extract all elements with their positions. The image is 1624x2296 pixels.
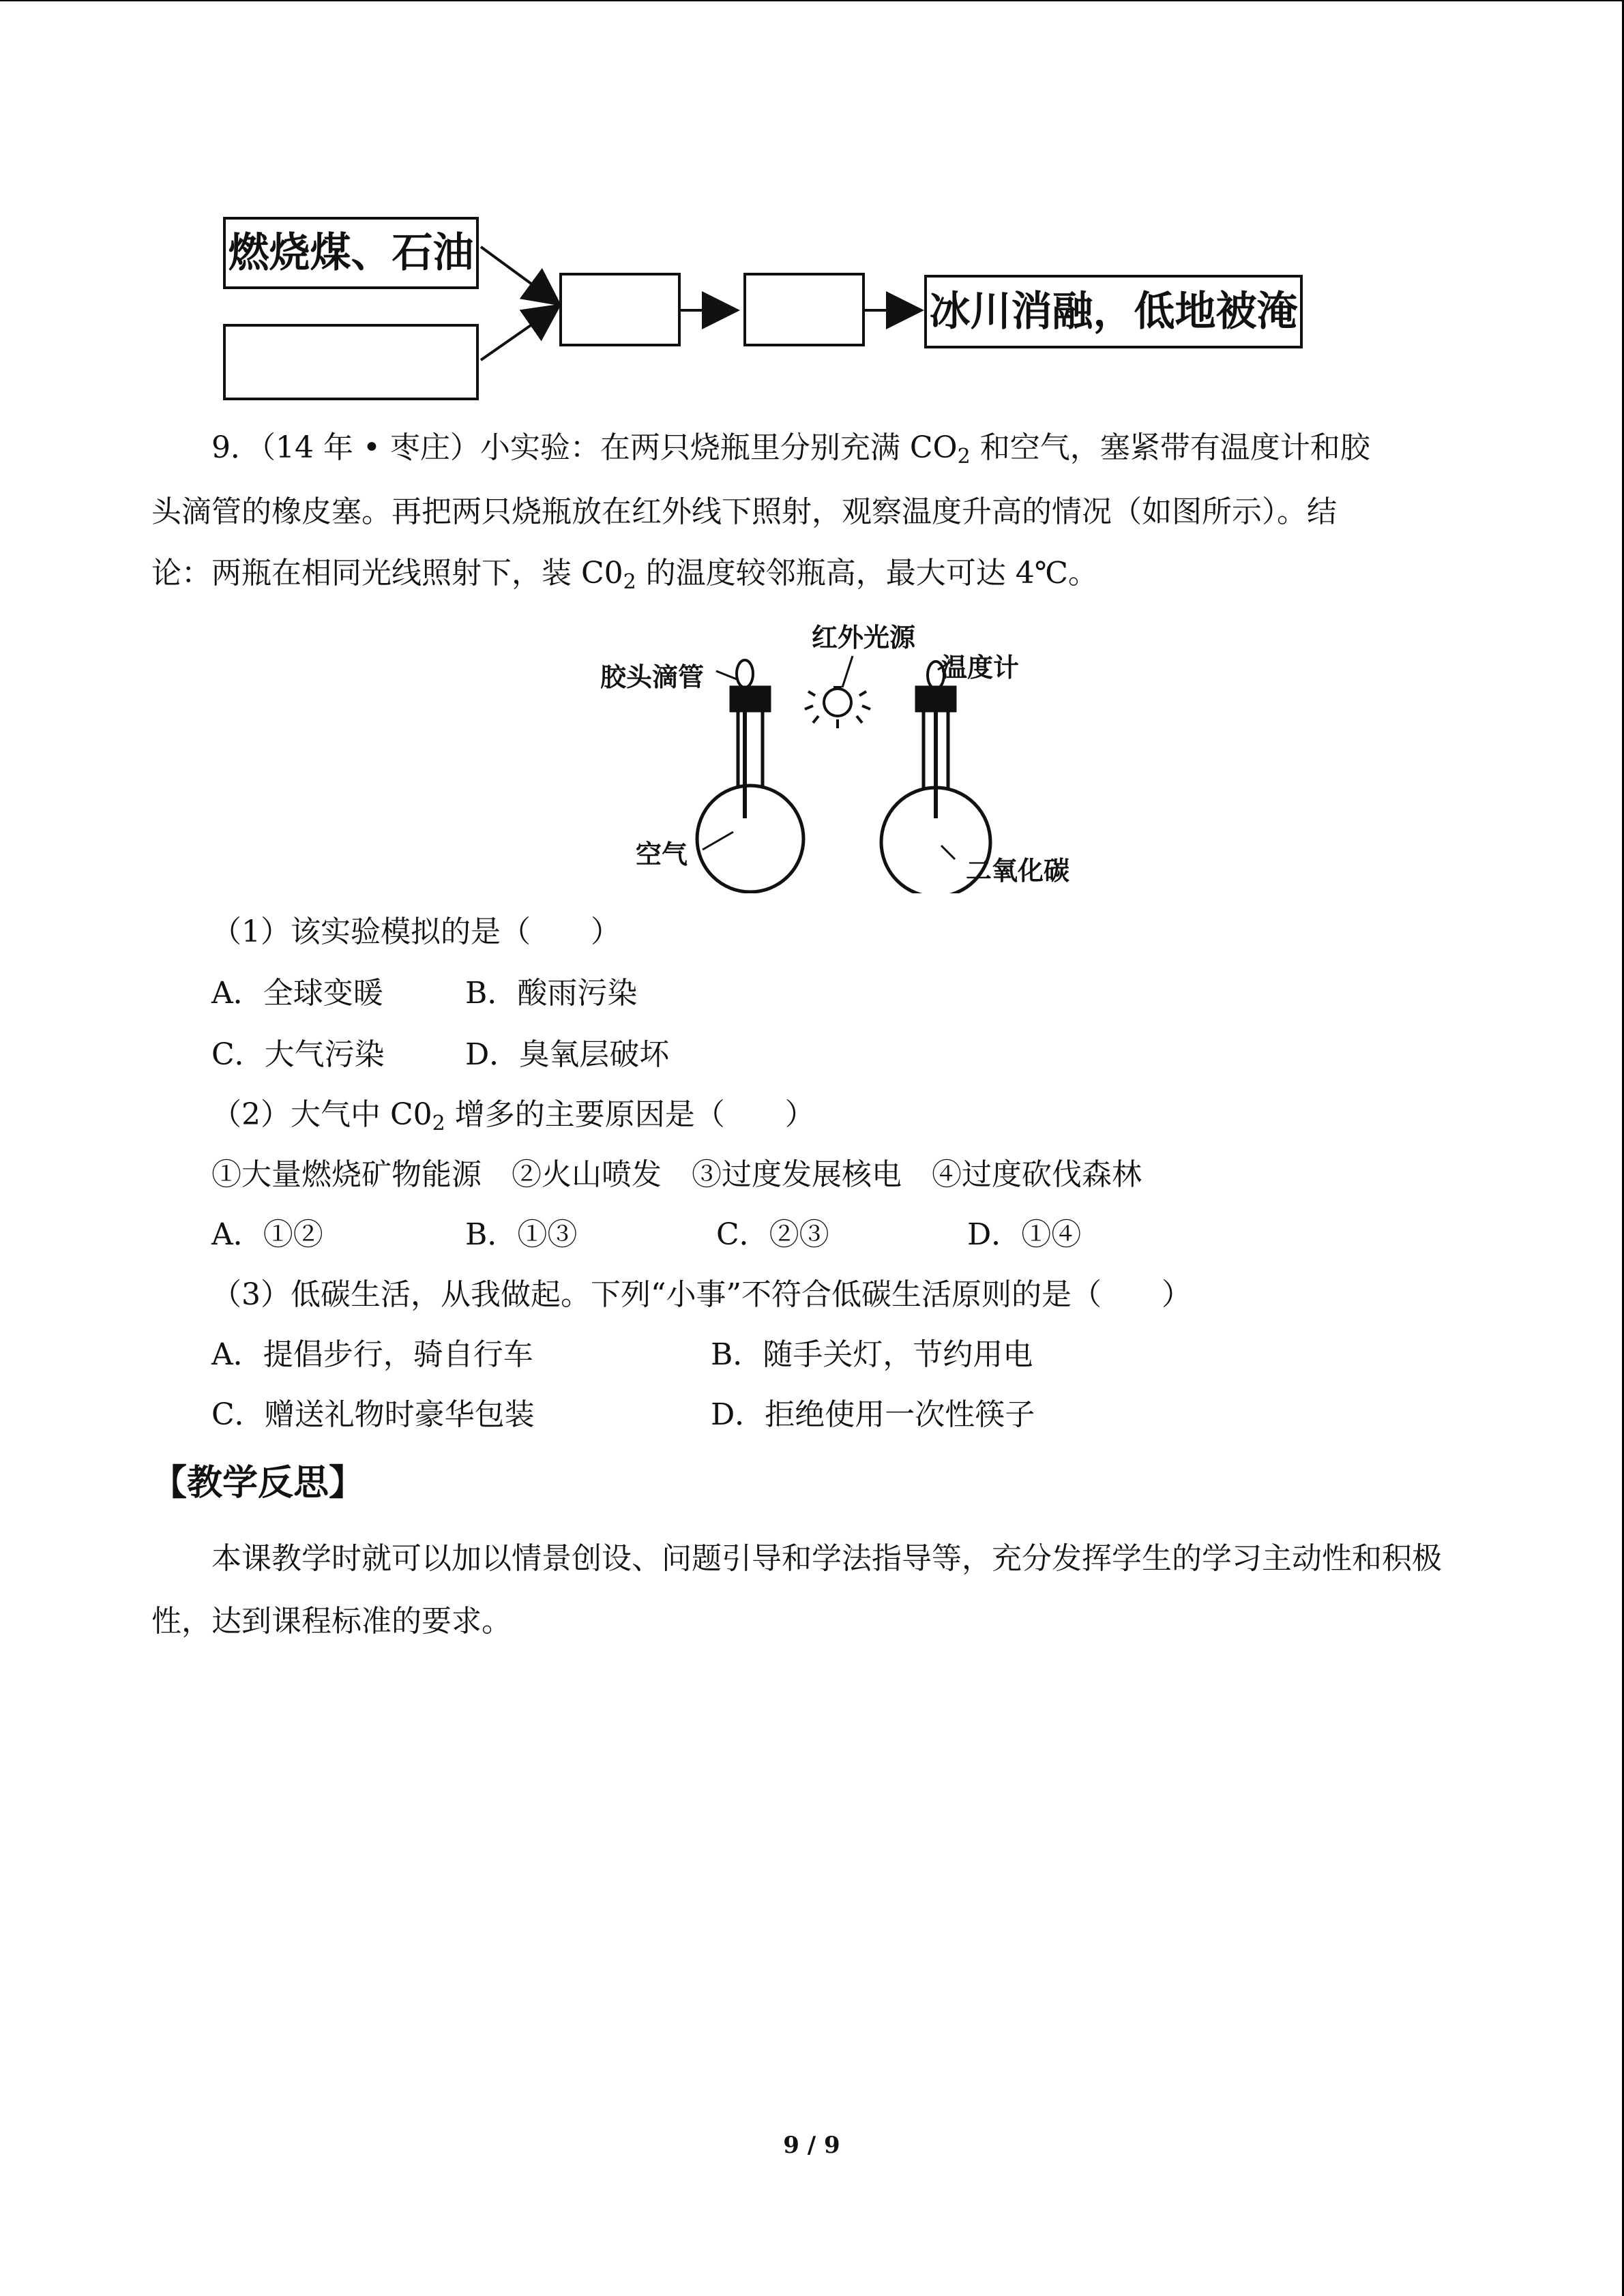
q3-stem: （3）低碳生活，从我做起。下列“小事”不符合低碳生活原则的是（ ）: [211, 1277, 1192, 1312]
q1-stem: （1）该实验模拟的是（ ）: [211, 914, 621, 949]
q2-stem-text-end: 增多的主要原因是（ ）: [445, 1097, 815, 1132]
label-infrared-light: 红外光源: [812, 623, 916, 653]
section-heading-reflection: 【教学反思】: [151, 1463, 365, 1504]
flow-box-blank-3: [559, 273, 681, 346]
q1-option-b: B．酸雨污染: [465, 976, 638, 1011]
label-air: 空气: [636, 839, 688, 869]
q2-option-c: C．②③: [716, 1217, 829, 1252]
arrow-2-to-3: [481, 307, 557, 360]
page-border-top: [0, 0, 1624, 1]
subscript: 2: [623, 570, 636, 594]
q1-option-d: D．臭氧层破坏: [465, 1037, 670, 1072]
label-thermometer: 温度计: [941, 653, 1020, 683]
q1-option-c: C．大气污染: [211, 1037, 385, 1072]
flow-box-glacier-melting: 冰川消融，低地被淹: [924, 275, 1303, 348]
q3-option-c: C．赠送礼物时豪华包装: [211, 1397, 535, 1432]
q9-line-3-text: 论：两瓶在相同光线照射下，装 C0: [151, 556, 623, 591]
flow-diagram: [218, 205, 1310, 409]
q9-line-1-text-end: 和空气，塞紧带有温度计和胶: [970, 430, 1370, 465]
flow-box-blank-4: [743, 273, 865, 346]
q9-line-1: [211, 428, 1370, 467]
reflection-paragraph: 本课教学时就可以加以情景创设、问题引导和学法指导等，充分发挥学生的学习主动性和积极性，达到课程标准的要求。: [151, 1541, 1442, 1639]
q2-stem-text: （2）大气中 C0: [211, 1097, 432, 1132]
q3-option-a: A．提倡步行，骑自行车: [211, 1337, 533, 1372]
q2-stem: [211, 1095, 815, 1134]
flow-box-blank-2: [223, 324, 479, 400]
air-flask: [697, 660, 803, 892]
subscript: 2: [957, 445, 971, 468]
q2-option-d: D．①④: [967, 1217, 1082, 1252]
q2-items: ①大量燃烧矿物能源 ②火山喷发 ③过度发展核电 ④过度砍伐森林: [211, 1157, 1142, 1192]
q9-line-2: 头滴管的橡皮塞。再把两只烧瓶放在红外线下照射，观察温度升高的情况（如图所示）。结: [151, 494, 1337, 529]
q9-line-3: [151, 554, 1098, 593]
q9-line-1-text: 9．（14 年 • 枣庄）小实验：在两只烧瓶里分别充满 CO: [211, 430, 958, 465]
flow-box-burning-coal-oil: 燃烧煤、石油: [223, 217, 479, 289]
subscript: 2: [432, 1112, 445, 1135]
q3-option-d: D．拒绝使用一次性筷子: [711, 1397, 1035, 1432]
arrow-1-to-3: [481, 247, 557, 303]
experiment-illustration: [587, 614, 1091, 893]
infrared-bulb-icon: [805, 687, 870, 728]
q9-line-3-text-end: 的温度较邻瓶高，最大可达 4℃。: [636, 556, 1098, 591]
q2-option-a: A．①②: [211, 1217, 323, 1252]
q2-option-b: B．①③: [465, 1217, 578, 1252]
label-co2: 二氧化碳: [966, 856, 1070, 886]
q3-option-b: B．随手关灯，节约用电: [711, 1337, 1033, 1372]
label-dropper: 胶头滴管: [600, 662, 705, 692]
q1-option-a: A．全球变暖: [211, 976, 383, 1011]
page-number: 9 / 9: [783, 2132, 840, 2159]
